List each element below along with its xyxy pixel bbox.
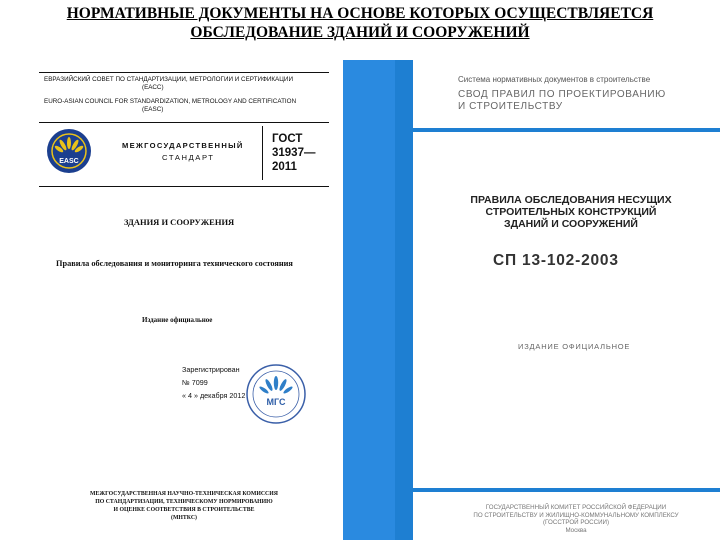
gost-publisher-line3: И ОЦЕНКЕ СООТВЕТСТВИЯ В СТРОИТЕЛЬСТВЕ: [113, 507, 255, 513]
sp-title-line3: ЗДАНИЙ И СООРУЖЕНИЙ: [504, 218, 638, 230]
sp-svod-line1: СВОД ПРАВИЛ ПО ПРОЕКТИРОВАНИЮ: [458, 89, 666, 100]
easc-emblem-icon: [46, 128, 92, 174]
sp-title-line2: СТРОИТЕЛЬНЫХ КОНСТРУКЦИЙ: [485, 206, 657, 218]
svg-text:МГС: МГС: [266, 397, 286, 407]
lower-rule: [39, 186, 329, 187]
sp-publisher-line2: ПО СТРОИТЕЛЬСТВУ И ЖИЛИЩНО-КОММУНАЛЬНОМУ КОМПЛЕКСУ: [473, 511, 679, 519]
sp-edition: ИЗДАНИЕ ОФИЦИАЛЬНОЕ: [518, 342, 631, 351]
council-ru-line2: (ЕАСС): [142, 84, 164, 91]
mid-rule: [39, 122, 329, 123]
svg-text:EASC: EASC: [59, 158, 79, 165]
sp-number: СП 13-102-2003: [493, 252, 619, 269]
gost-year: 2011: [272, 161, 297, 173]
gost-publisher: [74, 490, 294, 522]
blue-side-band-inner: [343, 60, 395, 540]
blue-rule-bottom: [413, 488, 720, 492]
gost-document-cover: [32, 62, 337, 540]
registration-block: [182, 363, 245, 402]
sp-system-label: Система нормативных документов в строительстве: [458, 75, 651, 84]
gost-number-block: [272, 132, 315, 174]
council-en-line1: EURO-ASIAN COUNCIL FOR STANDARDIZATION, METROLOGY AND CERTIFICATION: [44, 98, 297, 105]
slide-title-line2: ОБСЛЕДОВАНИЕ ЗДАНИЙ И СООРУЖЕНИЙ: [190, 24, 530, 41]
council-en-line2: (EASC): [142, 106, 164, 113]
buildings-heading: ЗДАНИЯ И СООРУЖЕНИЯ: [124, 217, 235, 227]
top-rule: [39, 72, 329, 73]
sp-publisher-line1: ГОСУДАРСТВЕННЫЙ КОМИТЕТ РОССИЙСКОЙ ФЕДЕРАЦИИ: [485, 504, 667, 511]
sp-document-cover: [343, 60, 720, 540]
sp-svod: [458, 89, 666, 113]
council-ru-line1: ЕВРАЗИЙСКИЙ СОВЕТ ПО СТАНДАРТИЗАЦИИ, МЕТРОЛОГИИ И СЕРТИФИКАЦИИ: [44, 76, 293, 83]
sp-publisher: [461, 504, 691, 534]
slide-title-line1: НОРМАТИВНЫЕ ДОКУМЕНТЫ НА ОСНОВЕ КОТОРЫХ ОСУЩЕСТВЛЯЕТСЯ: [66, 5, 654, 22]
sp-title-line1: ПРАВИЛА ОБСЛЕДОВАНИЯ НЕСУЩИХ: [470, 194, 672, 206]
gost-label: ГОСТ: [272, 133, 303, 145]
slide-title: [0, 4, 720, 42]
gost-publisher-line1: МЕЖГОСУДАРСТВЕННАЯ НАУЧНО-ТЕХНИЧЕСКАЯ КОМИССИЯ: [90, 491, 278, 497]
registration-number: № 7099: [182, 378, 208, 387]
sp-publisher-line3: (ГОССТРОЙ РОССИИ): [542, 519, 610, 527]
registered-label: Зарегистрирован: [182, 365, 240, 374]
gost-publisher-line2: ПО СТАНДАРТИЗАЦИИ, ТЕХНИЧЕСКОМУ НОРМИРОВАНИЮ: [95, 499, 273, 505]
standard-label: СТАНДАРТ: [162, 153, 215, 162]
gost-number: 31937—: [272, 147, 316, 159]
gost-divider: [262, 126, 263, 180]
sp-title: [455, 194, 687, 230]
blue-rule-top: [413, 128, 720, 132]
sp-svod-line2: И СТРОИТЕЛЬСТВУ: [458, 101, 563, 112]
gost-publisher-line4: (МНТКС): [171, 515, 197, 521]
rules-title: Правила обследования и мониторинга технического состояния: [56, 259, 293, 268]
edition-label: Издание официальное: [142, 316, 213, 324]
interstate-label: МЕЖГОСУДАРСТВЕННЫЙ: [122, 141, 244, 150]
sp-publisher-city: Москва: [565, 526, 587, 534]
mgs-stamp-icon: [245, 363, 307, 425]
registration-date: « 4 » декабря 2012: [182, 391, 246, 400]
